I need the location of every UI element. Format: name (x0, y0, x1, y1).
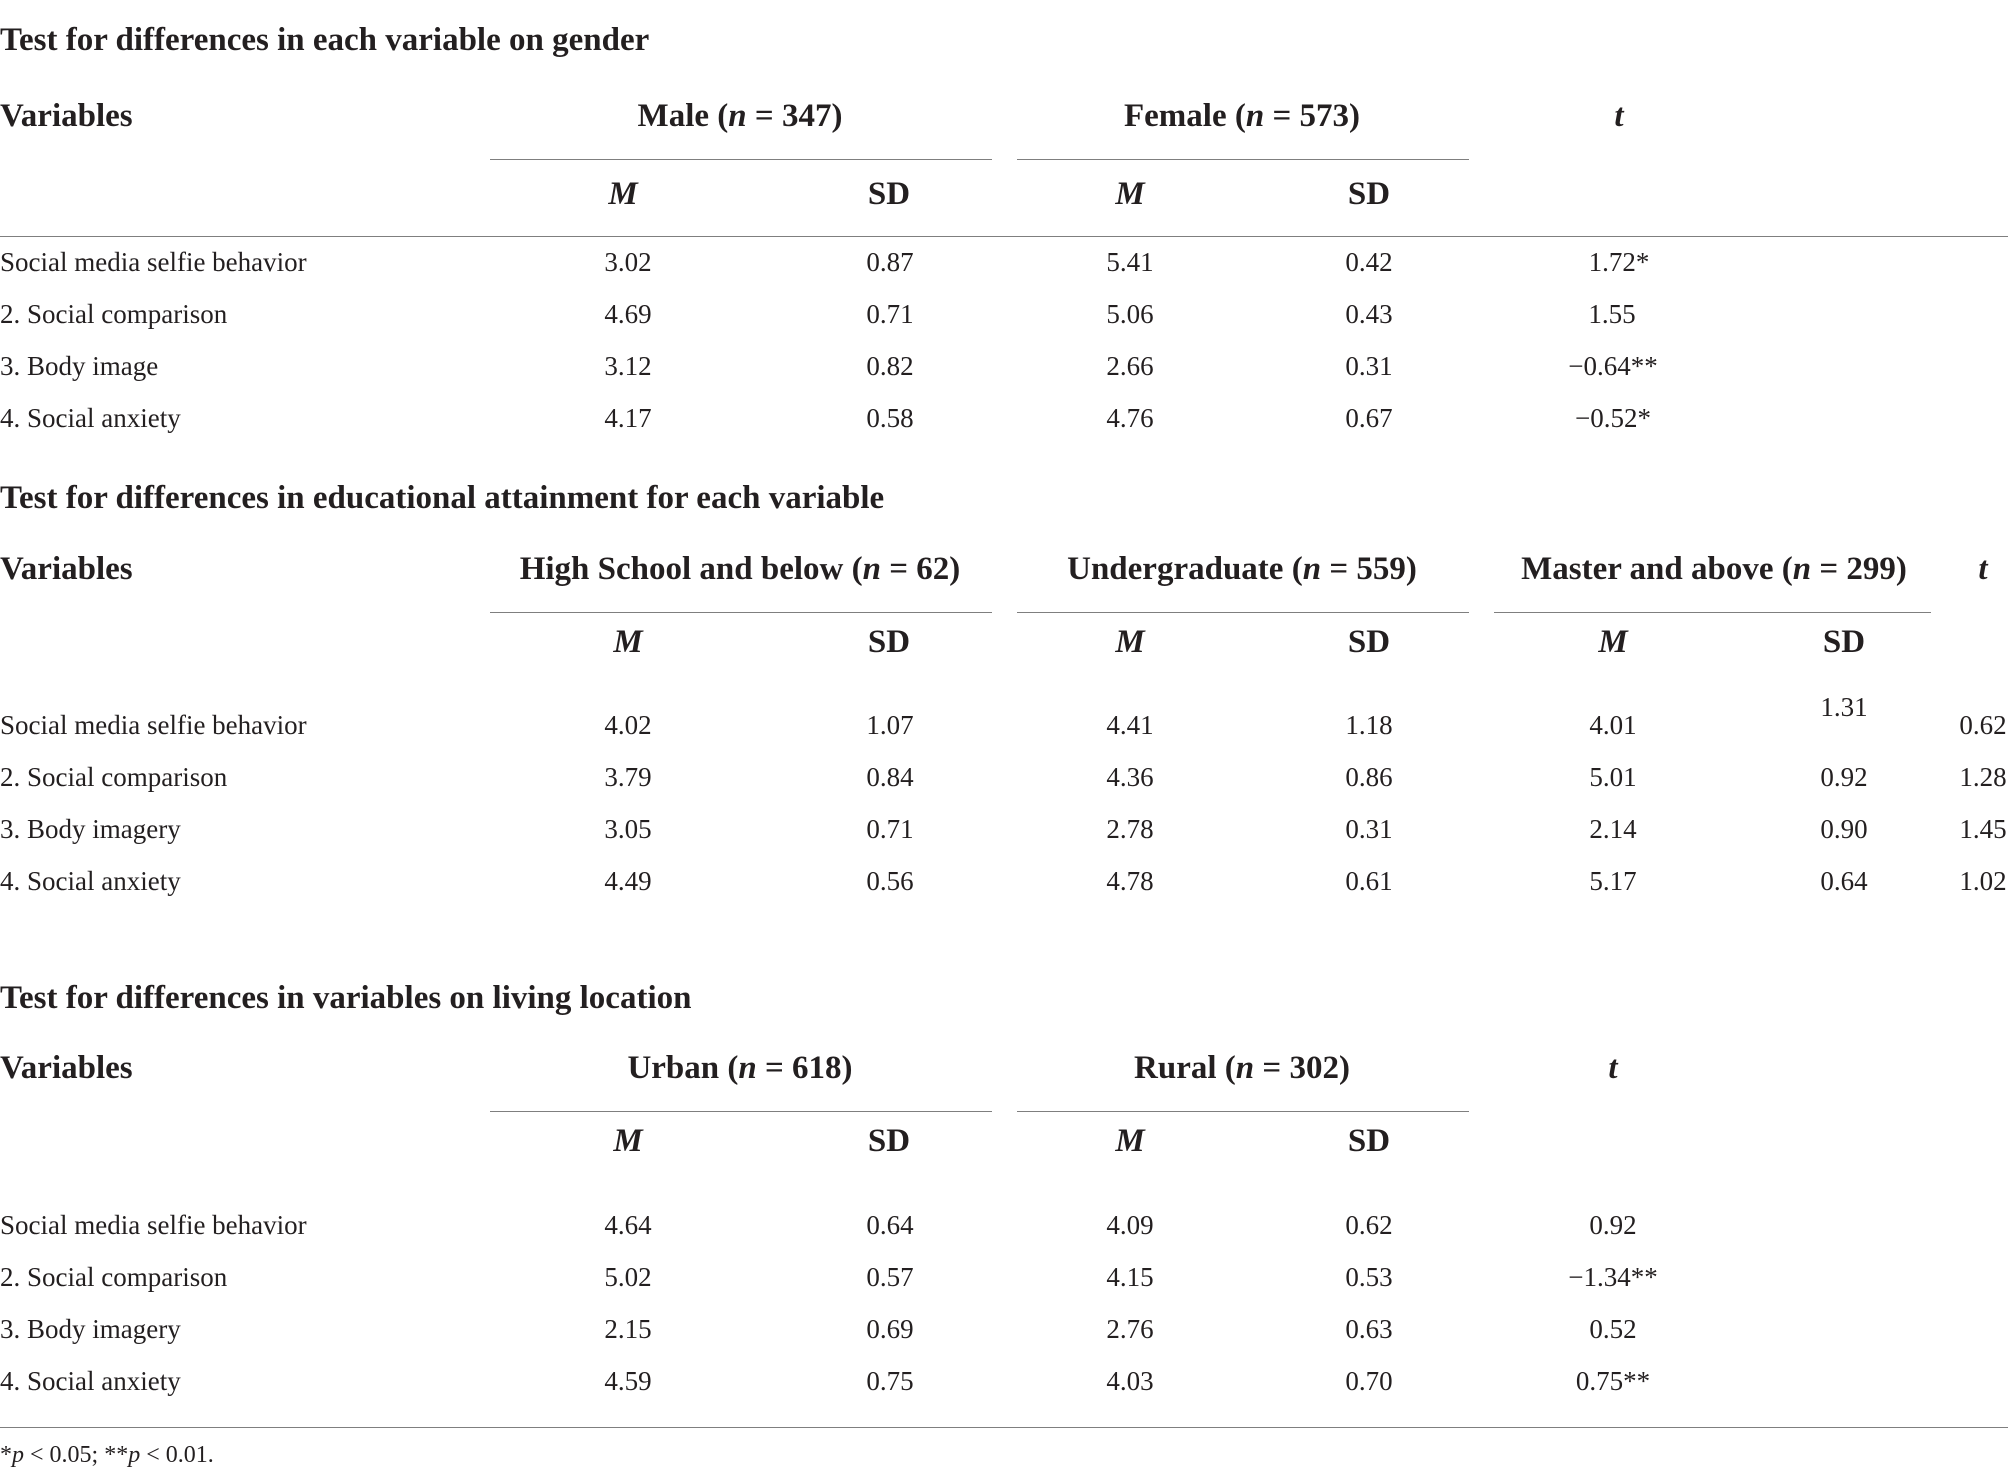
table-cell: 4.03 (1106, 1366, 1154, 1396)
t-header: t (1608, 1050, 1618, 1086)
table-cell: 1.31 (1820, 692, 1868, 722)
sd-subheader: SD (1347, 176, 1391, 212)
group-header-male: Male (n = 347) (637, 98, 843, 134)
group-rule (1017, 1111, 1469, 1112)
table-cell: 4.01 (1589, 710, 1637, 740)
table-cell: 0.90 (1820, 814, 1868, 844)
section-title-education: Test for differences in educational attainment for each variable (0, 480, 885, 516)
table-cell: 0.63 (1345, 1314, 1393, 1344)
row-label: Social media selfie behavior (0, 1210, 307, 1240)
table-cell: 4.69 (604, 299, 652, 329)
m-subheader: M (613, 624, 643, 660)
table-cell: 2.76 (1106, 1314, 1154, 1344)
sd-subheader: SD (867, 176, 911, 212)
table-cell: 4.02 (604, 710, 652, 740)
table-cell: 0.87 (866, 247, 914, 277)
row-label: 3. Body imagery (0, 814, 181, 844)
table-cell: 0.58 (866, 403, 914, 433)
table-cell: 0.69 (866, 1314, 914, 1344)
t-value: 1.02 (1959, 866, 2007, 896)
row-label: 3. Body imagery (0, 1314, 181, 1344)
table-cell: 4.59 (604, 1366, 652, 1396)
table-cell: 0.84 (866, 762, 914, 792)
table-cell: 4.15 (1106, 1262, 1154, 1292)
bottom-rule (0, 1427, 2008, 1428)
table-cell: 0.42 (1345, 247, 1393, 277)
variables-header: Variables (0, 1050, 133, 1086)
group-rule (1494, 612, 1931, 613)
table-cell: 0.82 (866, 351, 914, 381)
t-value: 1.55 (1588, 299, 1636, 329)
t-value: −0.52* (1575, 403, 1651, 433)
sd-subheader: SD (867, 1123, 911, 1159)
table-cell: 4.76 (1106, 403, 1154, 433)
table-cell: 3.79 (604, 762, 652, 792)
table-cell: 0.56 (866, 866, 914, 896)
table-cell: 2.15 (604, 1314, 652, 1344)
t-value: 1.72* (1588, 247, 1650, 277)
row-label: 2. Social comparison (0, 1262, 228, 1292)
section-title-location: Test for differences in variables on living location (0, 980, 692, 1016)
table-cell: 0.31 (1345, 814, 1393, 844)
m-subheader: M (1115, 624, 1145, 660)
variables-header: Variables (0, 551, 133, 587)
row-label: Social media selfie behavior (0, 247, 307, 277)
table-cell: 4.17 (604, 403, 652, 433)
table-cell: 0.64 (1820, 866, 1868, 896)
table-cell: 2.14 (1589, 814, 1637, 844)
m-subheader: M (608, 176, 638, 212)
table-cell: 0.86 (1345, 762, 1393, 792)
t-value: 0.52 (1589, 1314, 1637, 1344)
table-cell: 5.02 (604, 1262, 652, 1292)
group-header-high-school: High School and below (n = 62) (519, 551, 961, 587)
table-cell: 0.31 (1345, 351, 1393, 381)
table-cell: 0.75 (866, 1366, 914, 1396)
table-cell: 2.78 (1106, 814, 1154, 844)
table-cell: 0.71 (866, 814, 914, 844)
table-cell: 0.57 (866, 1262, 914, 1292)
row-label: 2. Social comparison (0, 299, 228, 329)
t-value: 0.62 (1959, 710, 2007, 740)
table-cell: 4.49 (604, 866, 652, 896)
table-cell: 5.06 (1106, 299, 1154, 329)
row-label: 4. Social anxiety (0, 1366, 181, 1396)
table-cell: 0.43 (1345, 299, 1393, 329)
group-header-urban: Urban (n = 618) (627, 1050, 853, 1086)
table-cell: 5.41 (1106, 247, 1154, 277)
row-label: Social media selfie behavior (0, 710, 307, 740)
section-title-gender: Test for differences in each variable on gender (0, 22, 650, 58)
t-value: 0.75** (1575, 1366, 1651, 1396)
row-label: 3. Body image (0, 351, 159, 381)
m-subheader: M (1115, 1123, 1145, 1159)
table-cell: 0.64 (866, 1210, 914, 1240)
t-value: 1.28 (1959, 762, 2007, 792)
sd-subheader: SD (1347, 624, 1391, 660)
table-cell: 4.64 (604, 1210, 652, 1240)
table-cell: 0.61 (1345, 866, 1393, 896)
group-header-undergraduate: Undergraduate (n = 559) (1067, 551, 1417, 587)
group-header-rural: Rural (n = 302) (1134, 1050, 1350, 1086)
m-subheader: M (1598, 624, 1628, 660)
table-cell: 4.41 (1106, 710, 1154, 740)
t-value: −1.34** (1568, 1262, 1658, 1292)
table-cell: 1.07 (866, 710, 914, 740)
m-subheader: M (1115, 176, 1145, 212)
group-header-female: Female (n = 573) (1123, 98, 1361, 134)
table-cell: 3.12 (604, 351, 652, 381)
t-header: t (1978, 551, 1988, 587)
footnote: *p < 0.05; **p < 0.01. (0, 1442, 214, 1468)
table-cell: 4.09 (1106, 1210, 1154, 1240)
table-cell: 3.05 (604, 814, 652, 844)
table-cell: 0.70 (1345, 1366, 1393, 1396)
group-rule (1017, 612, 1469, 613)
table-cell: 5.01 (1589, 762, 1637, 792)
sd-subheader: SD (1347, 1123, 1391, 1159)
row-label: 4. Social anxiety (0, 403, 181, 433)
table-cell: 3.02 (604, 247, 652, 277)
table-cell: 4.36 (1106, 762, 1154, 792)
t-value: −0.64** (1568, 351, 1658, 381)
m-subheader: M (613, 1123, 643, 1159)
table-cell: 2.66 (1106, 351, 1154, 381)
table-cell: 0.92 (1820, 762, 1868, 792)
group-header-master: Master and above (n = 299) (1521, 551, 1907, 587)
table-cell: 1.18 (1345, 710, 1393, 740)
table-cell: 0.67 (1345, 403, 1393, 433)
row-label: 4. Social anxiety (0, 866, 181, 896)
header-rule (0, 236, 2008, 237)
t-value: 1.45 (1959, 814, 2007, 844)
table-cell: 0.53 (1345, 1262, 1393, 1292)
variables-header: Variables (0, 98, 133, 134)
group-rule (490, 612, 992, 613)
sd-subheader: SD (1822, 624, 1866, 660)
group-rule (1017, 159, 1469, 160)
table-cell: 0.71 (866, 299, 914, 329)
sd-subheader: SD (867, 624, 911, 660)
t-header: t (1614, 98, 1624, 134)
group-rule (490, 1111, 992, 1112)
group-rule (490, 159, 992, 160)
table-cell: 5.17 (1589, 866, 1637, 896)
t-value: 0.92 (1589, 1210, 1637, 1240)
table-cell: 4.78 (1106, 866, 1154, 896)
table-cell: 0.62 (1345, 1210, 1393, 1240)
row-label: 2. Social comparison (0, 762, 228, 792)
